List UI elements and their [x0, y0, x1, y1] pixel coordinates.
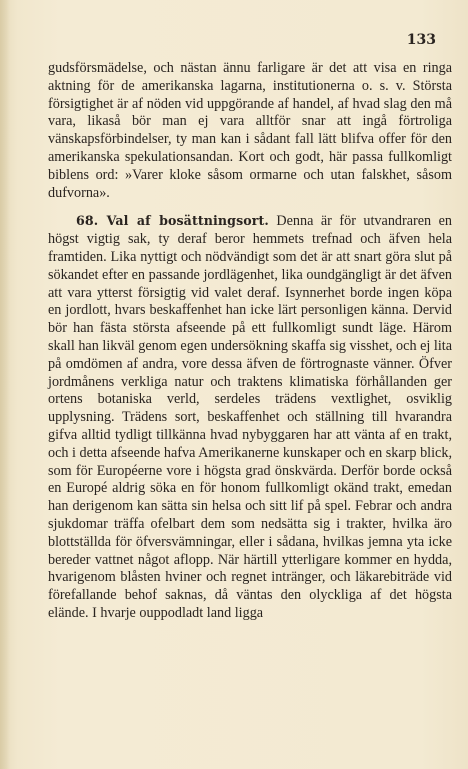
section-title: Val af bosättningsort.	[106, 213, 269, 229]
page-body	[48, 60, 452, 623]
page-number: 133	[406, 32, 436, 48]
paragraph-continuation: gudsförsmädelse, och nästan ännu farligare är det att visa en ringa aktning för de amerikanska lagarna, institutionerna o. s. v. Största försigtighet är af nöden vid uppgörande af handel, af hvad slag den må vara, likaså bör man ej vara alltför snar att ingå förtroliga vänskapsförbindelser, ty man kan i sådant fall lätt blifva offer för den amerikanska spekulationsandan. Kort och godt, här passa fullkomligt biblens ord: »Varer kloke såsom ormarne och utan falskhet, såsom dufvorna».	[48, 60, 452, 201]
section-body-text: Denna är för utvandraren en högst vigtig sak, ty deraf beror hemmets trefnad och äfven hela framtiden. Lika nyttigt och nödvändigt som det är att snart göra slut på sökandet efter en passande jordlägenhet, lika oundgängligt är det äfven att vara ytterst försigtig vid valet deraf. Isynnerhet borde ingen köpa en jordlott, hvars beskaffenhet han icke lärt personligen känna. Dervid bör han fästa största afseende på ett fullkomligt sundt läge. Härom skall han likväl genom egen undersökning skaffa sig visshet, och ej lita på omdömen af andra, vore dessa äfven de förtrognaste vänner. Öfver jordmånens verkliga natur och traktens klimatiska förhållanden ger ortens botaniska verld, serdeles trädens vextlighet, osviklig upplysning. Trädens sort, beskaffenhet och ställning till hvarandra gifva alltid tydligt tillkänna hvad nybyggaren har att vänta af en trakt, och i detta afseende hafva Amerikanerne kunskaper och en skarp blick, som för Européerne vore i högsta grad önskvärda. Derför borde också en Europé aldrig söka en för honom fullkomligt okänd trakt, emedan han derigenom kan sätta sin helsa och sitt lif på spel. Febrar och andra sjukdomar träffa ofelbart dem som nedsätta sig i trakter, hvilka äro blottställda för öfversvämningar, eller i sådana, hvilkas jemna yta icke bereder vattnet något aflopp. När härtill ytterligare kommer en hydda, hvarigenom blåsten hviner och regnet intränger, och läkarebiträde vid förefallande behof saknas, då väntas den olyckliga af det högsta elände. I hvarje ouppodladt land ligga	[48, 213, 452, 621]
section-68-paragraph	[48, 212, 452, 622]
section-heading	[76, 213, 269, 228]
page-gutter-shadow	[0, 0, 10, 769]
section-number: 68.	[76, 213, 99, 229]
